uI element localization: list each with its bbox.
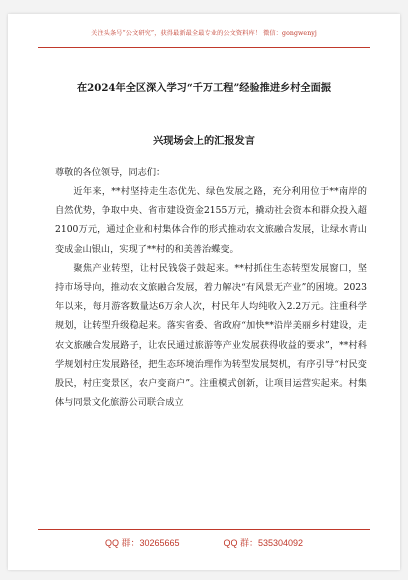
footer: [8, 536, 400, 549]
footer-divider: [38, 529, 370, 530]
header-note: 关注头条号“公文研究”，获得最新最全最专业的公文资料库！ 微信：gongwenyj: [91, 30, 317, 37]
body-paragraph-1: 近年来，**村坚持走生态优先、绿色发展之路，充分利用位于**南岸的自然优势，争取中央、省市建设资金2155万元，撬动社会资本和群众投入超2100万元，通过企业和村集体合作的形式推动农文旅融合发展，让绿水青山变成金山银山，实现了**村的和美善治蝶变。: [55, 186, 367, 255]
document-page: [8, 14, 400, 570]
salutation: 尊敬的各位领导，同志们：: [55, 167, 166, 178]
document-title-line-1: 在2024年全区深入学习“千万工程”经验推进乡村全面振: [76, 82, 331, 94]
body-paragraph-2: 聚焦产业转型，让村民钱袋子鼓起来。**村抓住生态转型发展窗口，坚持市场导向，推动农文旅融合发展，着力解决“有风景无产业”的困境。2023年以来，每月游客数量达6万余人次，村民年人均纯收入2.2万元。注重科学规划，让转型升级稳起来。落实省委、省政府“加快**沿岸美丽乡村建设，走农文旅融合发展路子，让农民通过旅游等产业发展获得收益的要求”，**村科学规划村庄发展路径，把生态环境治理作为转型发展契机，有序引导“村民变股民，村庄变景区，农户变商户”。注重模式创新，让项目运营实起来。村集体与同景文化旅游公司联合成立: [55, 262, 367, 409]
header-divider: [38, 47, 370, 48]
document-body: [55, 182, 367, 412]
document-title-line-2: 兴现场会上的汇报发言: [153, 135, 255, 147]
footer-qq-group-1: QQ 群：30265665: [104, 538, 180, 548]
footer-qq-group-2: QQ 群：535304092: [223, 538, 304, 548]
